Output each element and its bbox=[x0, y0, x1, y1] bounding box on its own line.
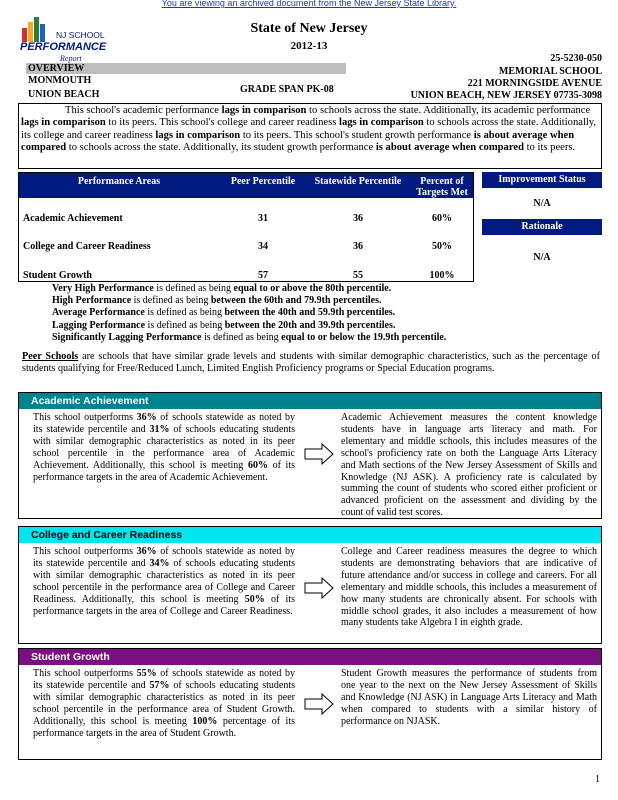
performance-table-header bbox=[19, 173, 473, 198]
improvement-status-label: Improvement Status bbox=[482, 172, 602, 188]
svg-text:PERFORMANCE: PERFORMANCE bbox=[20, 41, 107, 53]
district-name: UNION BEACH bbox=[28, 89, 100, 100]
row-statewide-academic: 36 bbox=[353, 213, 363, 224]
state-title: State of New Jersey bbox=[250, 21, 368, 36]
performance-definitions bbox=[52, 283, 446, 344]
performance-table bbox=[18, 172, 474, 282]
row-targets-academic: 60% bbox=[432, 213, 452, 224]
row-area-college: College and Career Readiness bbox=[23, 241, 151, 252]
row-statewide-growth: 55 bbox=[353, 270, 363, 281]
section-right-text: Student Growth measures the performance of students from one year to the next on the New Jersey Assessment of Skills and Knowledge (NJ ASK) in Language Arts Literacy and Math when compared to students with a similar history of performance on NJASK. bbox=[341, 668, 597, 727]
peer-schools-note: Peer Schools are schools that have similar grade levels and students with similar demographic characteristics, such as the percentage of students qualifying for Free/Reduced Lunch, Limited English Proficiency programs or Special Education programs. bbox=[22, 351, 600, 375]
row-area-academic: Academic Achievement bbox=[23, 213, 123, 224]
row-peer-academic: 31 bbox=[258, 213, 268, 224]
section-academic-achievement bbox=[18, 392, 602, 519]
definition-item: Significantly Lagging Performance is defined as being equal to or below the 19.9th percentile. bbox=[52, 331, 447, 343]
section-left-text: This school outperforms 55% of schools statewide as noted by its statewide percentile and 57% of schools educating students with similar demographic characteristics as noted in its peer school percentile in the performance area of Student Growth. Additionally, this school is meeting 100% percentage of its performance targets in the area of Student Growth. bbox=[33, 668, 296, 739]
section-title: College and Career Readiness bbox=[19, 527, 601, 543]
svg-text:Report: Report bbox=[60, 54, 82, 63]
archived-notice-link[interactable]: You are viewing an archived document from the New Jersey State Library. bbox=[161, 0, 457, 8]
section-title: Student Growth bbox=[19, 649, 601, 665]
header-targets-met: Percent of Targets Met bbox=[416, 176, 468, 198]
right-arrow-icon bbox=[304, 693, 334, 715]
header-performance-areas: Performance Areas bbox=[77, 176, 161, 187]
school-city: UNION BEACH, NEW JERSEY 07735-3098 bbox=[410, 90, 602, 101]
school-year: 2012-13 bbox=[290, 40, 328, 52]
improvement-status-value: N/A bbox=[533, 198, 551, 209]
row-targets-growth: 100% bbox=[429, 270, 455, 281]
rationale-value: N/A bbox=[533, 252, 551, 263]
definition-item: Average Performance is defined as being between the 40th and 59.9th percentiles. bbox=[52, 307, 396, 319]
row-statewide-college: 36 bbox=[353, 241, 363, 252]
section-left-text: This school outperforms 36% of schools statewide as noted by its statewide percentile and 34% of schools educating students with similar demographic characteristics as noted in its peer school percentile in the performance area of College and Career Readiness. Additionally, this school is meeting 50% of its performance targets in the area of College and Career Readiness. bbox=[33, 546, 296, 617]
summary-box: This school's academic performance lags in comparison to schools across the state. Additionally, its academic performance lags in comparison to its peers. This school's college and career readiness lags in comparison to schools across the state. Additionally, its college and career readiness lags in comparison to its peers. This school's student growth performance is about average when compared to schools across the state. Additionally, its student growth performance is about average when compared to its peers. bbox=[18, 103, 602, 169]
school-address: 221 MORNINGSIDE AVENUE bbox=[467, 78, 602, 89]
section-right-text: Academic Achievement measures the content knowledge students have in language arts literacy and math. For elementary and middle schools, this includes measures of the school's proficiency rate on both the Language Arts Literacy and Math sections of the New Jersey Assessment of Skills and Knowledge (NJ ASK). A proficiency rate is calculated by summing the count of students who scored either proficient or advanced proficient on the assessment and dividing by the count of valid test scores. bbox=[341, 412, 597, 519]
right-arrow-icon bbox=[304, 443, 334, 465]
row-area-growth: Student Growth bbox=[23, 270, 92, 281]
section-left-text: This school outperforms 36% of schools statewide as noted by its statewide percentile and 31% of schools educating students with similar demographic characteristics as noted in its peer school percentile in the performance area of Academic Achievement. Additionally, this school is meeting 60% of its performance targets in the area of Academic Achievement. bbox=[33, 412, 296, 483]
definition-item: Lagging Performance is defined as being between the 20th and 39.9th percentiles. bbox=[52, 319, 396, 331]
row-targets-college: 50% bbox=[432, 241, 452, 252]
overview-label: OVERVIEW bbox=[28, 63, 85, 74]
row-peer-college: 34 bbox=[258, 241, 268, 252]
svg-text:NJ SCHOOL: NJ SCHOOL bbox=[56, 30, 105, 40]
page-number: 1 bbox=[595, 774, 600, 785]
county-name: MONMOUTH bbox=[28, 75, 92, 86]
header-peer-percentile: Peer Percentile bbox=[230, 176, 296, 187]
header-statewide-percentile: Statewide Percentile bbox=[314, 176, 402, 187]
row-peer-growth: 57 bbox=[258, 270, 268, 281]
section-college-career-readiness bbox=[18, 526, 602, 644]
definition-item: High Performance is defined as being between the 60th and 79.9th percentiles. bbox=[52, 295, 382, 307]
grade-span: GRADE SPAN PK-08 bbox=[240, 84, 334, 95]
rationale-label: Rationale bbox=[482, 219, 602, 235]
school-name: MEMORIAL SCHOOL bbox=[498, 66, 602, 77]
section-right-text: College and Career readiness measures the degree to which students are demonstrating behaviors that are indicative of future attendance and/or success in college and careers. For all elementary and middle schools, this includes a measurement of how many students are chronically absent. For schools with middle school grades, it also includes a measurement of how many students take Algebra I in eighth grade. bbox=[341, 546, 597, 629]
right-arrow-icon bbox=[304, 577, 334, 599]
school-code: 25-5230-050 bbox=[550, 53, 602, 64]
section-student-growth bbox=[18, 648, 602, 760]
definition-item: Very High Performance is defined as being equal to or above the 80th percentile. bbox=[52, 283, 392, 294]
section-title: Academic Achievement bbox=[19, 393, 601, 409]
